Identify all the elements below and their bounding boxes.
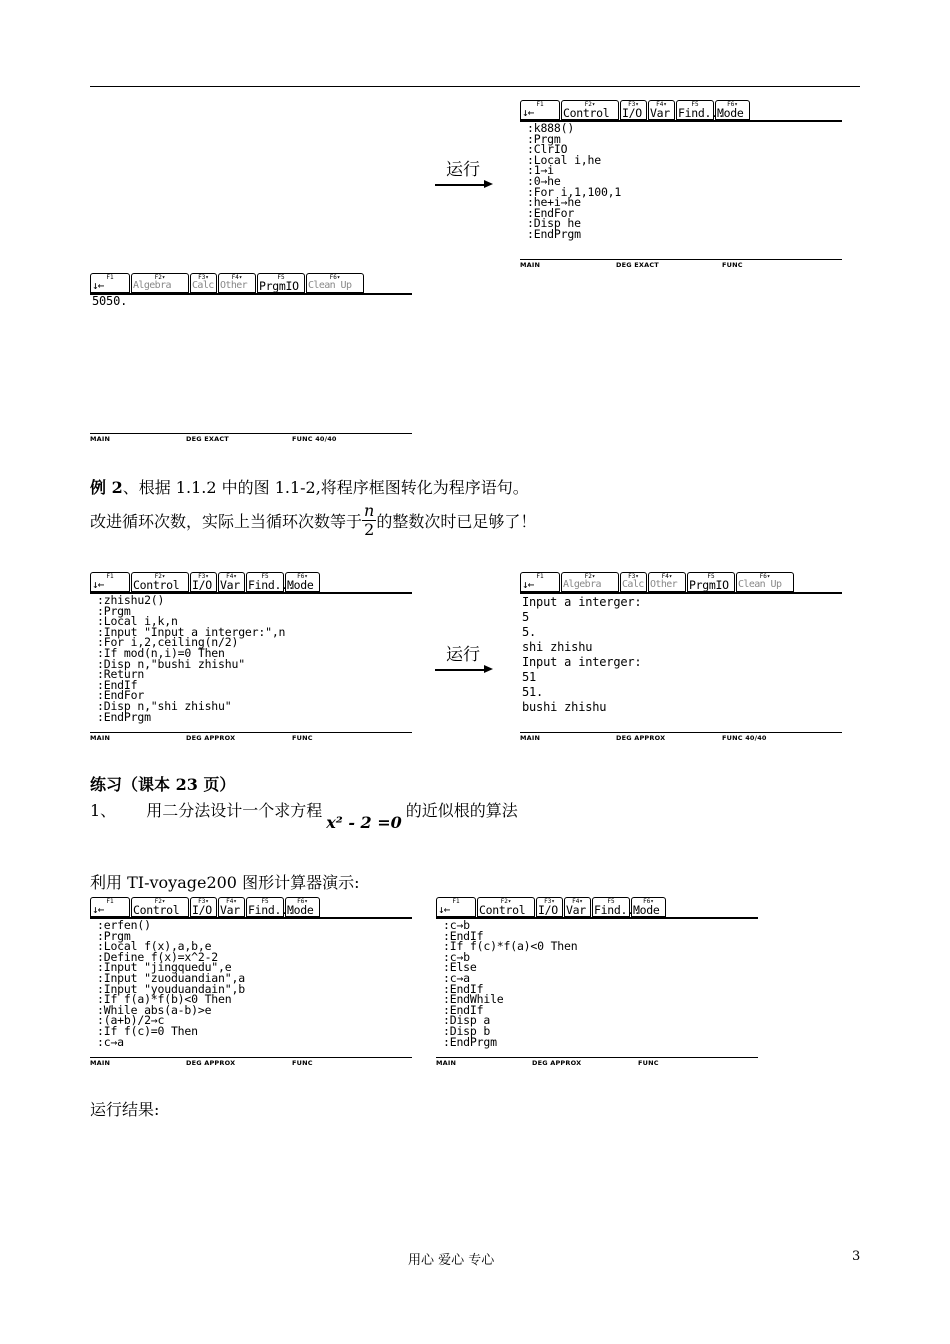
program-listing: :erfen() :Prgm :Local f(x),a,b,e :Define f(x)=x^2-2 :Input "jingquedu",e :Input "zuoduandian",a :Input "youduandain",b :If f(a)*f(b)<0 Then :While abs(a-b)>e :(a+b)/2→c :If f(c)=0 Then :c→a <box>97 918 245 1049</box>
toolbar-tab-5[interactable] <box>246 572 295 592</box>
fraction-denominator: 2 <box>364 520 375 539</box>
run-label-1: 运行 <box>446 160 480 180</box>
function-key-label: F2▾ <box>584 573 596 580</box>
status-folder: MAIN <box>90 1059 111 1067</box>
function-key-label: F1 <box>452 898 460 905</box>
example-2-text: 、根据 1.1.2 中的图 1.1-2,将程序框图转化为程序语句。 <box>122 478 529 497</box>
equation: x² - 2 =0 <box>326 813 402 832</box>
status-graph-mode: FUNC <box>638 1059 659 1067</box>
calc-screen-k888 <box>520 98 843 274</box>
toolbar <box>520 98 751 120</box>
toolbar-tab-4[interactable] <box>648 100 675 120</box>
status-graph-mode: FUNC <box>722 261 743 269</box>
calc-screen-erfen-part2 <box>436 895 758 1071</box>
tab-label: Algebra <box>563 579 601 590</box>
function-key-label: F5 <box>277 274 285 281</box>
function-key-label: F6▾ <box>329 274 341 281</box>
example-2-line <box>90 475 529 498</box>
toolbar-tab-3[interactable] <box>190 572 217 592</box>
tab-label: ↓← <box>438 903 450 916</box>
tab-label: Find... <box>248 903 295 917</box>
exercise-title: 练习（课本 23 页） <box>90 775 236 794</box>
toolbar <box>436 895 667 917</box>
function-key-label: F5 <box>261 898 269 905</box>
function-key-label: F3▾ <box>544 898 555 905</box>
toolbar-tab-2[interactable] <box>131 273 189 293</box>
toolbar-tab-1[interactable] <box>520 100 560 120</box>
run-arrow-1 <box>435 184 485 186</box>
toolbar-tab-4[interactable] <box>218 897 245 917</box>
toolbar-tab-5[interactable] <box>687 572 735 592</box>
improve-after: 的整数次时已足够了！ <box>376 512 537 531</box>
output-text: 5050. <box>92 294 128 308</box>
header-rule <box>90 86 860 87</box>
function-key-label: F1 <box>106 274 114 281</box>
toolbar-underline <box>520 592 842 594</box>
toolbar <box>90 271 365 293</box>
function-key-label: F6▾ <box>759 573 771 580</box>
tab-label: I/O <box>192 578 212 592</box>
toolbar-tab-3[interactable] <box>620 572 647 592</box>
function-key-label: F1 <box>106 573 114 580</box>
tab-label: Mode <box>717 106 744 120</box>
toolbar-tab-6[interactable] <box>285 897 320 917</box>
status-bar-line <box>520 732 842 733</box>
function-key-label: F1 <box>106 898 114 905</box>
tab-label: Other <box>650 579 678 590</box>
toolbar-tab-2[interactable] <box>561 100 619 120</box>
run-arrow-head-2 <box>484 665 493 673</box>
function-key-label: F4▾ <box>661 573 673 580</box>
tab-label: I/O <box>622 106 642 120</box>
run-arrow-head-1 <box>484 180 493 188</box>
tab-label: Algebra <box>133 280 171 291</box>
toolbar <box>520 570 795 592</box>
function-key-label: F2▾ <box>154 274 166 281</box>
status-graph-mode: FUNC <box>292 734 313 742</box>
function-key-label: F5 <box>691 101 699 108</box>
toolbar-tab-6[interactable] <box>631 897 666 917</box>
question-1 <box>90 798 518 832</box>
tab-label: Find... <box>248 578 295 592</box>
function-key-label: F2▾ <box>154 573 166 580</box>
tab-label: Calc <box>192 280 214 291</box>
status-mode: DEG APPROX <box>186 734 236 742</box>
toolbar-tab-5[interactable] <box>257 273 305 293</box>
tab-label: ↓← <box>522 578 534 591</box>
toolbar <box>90 895 321 917</box>
program-listing: :k888() :Prgm :ClrIO :Local i,he :1→i :0→he :For i,1,100,1 :he+i→he :EndFor :Disp he :EndPrgm <box>527 121 622 241</box>
toolbar-tab-1[interactable] <box>436 897 476 917</box>
function-key-label: F6▾ <box>297 898 308 905</box>
function-key-label: F3▾ <box>628 573 639 580</box>
run-arrow-2 <box>435 669 485 671</box>
toolbar-underline <box>436 917 758 919</box>
run-label-2: 运行 <box>446 645 480 665</box>
tab-label: Clean Up <box>308 280 352 291</box>
toolbar-tab-4[interactable] <box>648 572 686 592</box>
page-number: 3 <box>852 1249 861 1264</box>
toolbar-tab-6[interactable] <box>285 572 320 592</box>
toolbar-tab-3[interactable] <box>536 897 563 917</box>
toolbar-tab-3[interactable] <box>620 100 647 120</box>
tab-label: ↓← <box>92 279 104 292</box>
function-key-label: F1 <box>536 573 544 580</box>
toolbar-tab-2[interactable] <box>131 572 189 592</box>
tab-label: Control <box>563 106 610 120</box>
function-key-label: F4▾ <box>226 573 237 580</box>
toolbar-tab-6[interactable] <box>736 572 794 592</box>
status-mode: DEG EXACT <box>186 435 229 443</box>
toolbar-tab-2[interactable] <box>477 897 535 917</box>
improve-before: 改进循环次数，实际上当循环次数等于 <box>90 512 363 531</box>
status-folder: MAIN <box>90 734 111 742</box>
tab-label: Control <box>133 903 180 917</box>
function-key-label: F6▾ <box>643 898 654 905</box>
tab-label: Mode <box>287 903 314 917</box>
status-mode: DEG APPROX <box>616 734 666 742</box>
function-key-label: F6▾ <box>727 101 738 108</box>
tab-label: ↓← <box>92 903 104 916</box>
question-1-text: 用二分法设计一个求方程 <box>146 801 323 820</box>
calc-screen-output-5050 <box>90 271 412 447</box>
toolbar-tab-4[interactable] <box>218 273 256 293</box>
toolbar-tab-1[interactable] <box>90 897 130 917</box>
question-1-number: 1、 <box>90 801 117 820</box>
toolbar-tab-1[interactable] <box>520 572 560 592</box>
function-key-label: F3▾ <box>198 274 209 281</box>
status-graph-mode: FUNC 40/40 <box>292 435 337 443</box>
fraction-n-over-2 <box>362 502 376 539</box>
function-key-label: F4▾ <box>231 274 243 281</box>
tab-label: ↓← <box>92 578 104 591</box>
function-key-label: F4▾ <box>572 898 583 905</box>
fraction-numerator: n <box>364 501 375 520</box>
tab-label: Clean Up <box>738 579 782 590</box>
calc-screen-output-zhishu <box>520 570 843 746</box>
status-bar-line <box>90 732 412 733</box>
tab-label: Find... <box>678 106 725 120</box>
footer-motto: 用心 爱心 专心 <box>408 1253 495 1268</box>
tab-label: Calc <box>622 579 644 590</box>
program-listing: :zhishu2() :Prgm :Local i,k,n :Input "Input a interger:",n :For i,2,ceiling(n/2) :If mod(n,i)=0 Then :Disp n,"bushi zhishu" :Return :EndIf :EndFor :Disp n,"shi zhishu" :EndPrgm <box>97 593 286 724</box>
tab-label: Mode <box>633 903 660 917</box>
toolbar-tab-4[interactable] <box>218 572 245 592</box>
status-folder: MAIN <box>520 734 541 742</box>
improve-line <box>90 502 536 539</box>
tab-label: I/O <box>192 903 212 917</box>
result-label: 运行结果: <box>90 1100 160 1119</box>
function-key-label: F3▾ <box>628 101 639 108</box>
toolbar-tab-1[interactable] <box>90 273 130 293</box>
tab-label: PrgmIO <box>259 279 299 293</box>
status-graph-mode: FUNC 40/40 <box>722 734 767 742</box>
function-key-label: F2▾ <box>584 101 596 108</box>
example-2-label: 例 2 <box>90 478 123 497</box>
function-key-label: F2▾ <box>500 898 512 905</box>
status-bar-line <box>436 1057 758 1058</box>
tab-label: Control <box>479 903 526 917</box>
toolbar-underline <box>90 293 412 295</box>
status-mode: DEG EXACT <box>616 261 659 269</box>
demo-line: 利用 TI-voyage200 图形计算器演示: <box>90 873 360 892</box>
function-key-label: F4▾ <box>226 898 237 905</box>
status-folder: MAIN <box>436 1059 457 1067</box>
status-bar-line <box>520 259 842 260</box>
toolbar-tab-5[interactable] <box>676 100 725 120</box>
function-key-label: F3▾ <box>198 898 209 905</box>
function-key-label: F2▾ <box>154 898 166 905</box>
output-text: Input a interger: 5 5. shi zhishu Input a interger: 51 51. bushi zhishu <box>522 595 642 714</box>
toolbar-tab-5[interactable] <box>592 897 641 917</box>
status-folder: MAIN <box>520 261 541 269</box>
calc-screen-erfen-part1 <box>90 895 412 1071</box>
tab-label: Other <box>220 280 248 291</box>
function-key-label: F5 <box>607 898 615 905</box>
tab-label: Control <box>133 578 180 592</box>
tab-label: ↓← <box>522 106 534 119</box>
toolbar-tab-3[interactable] <box>190 897 217 917</box>
function-key-label: F3▾ <box>198 573 209 580</box>
question-1-after: 的近似根的算法 <box>405 801 518 820</box>
toolbar-tab-3[interactable] <box>190 273 217 293</box>
tab-label: PrgmIO <box>689 578 729 592</box>
function-key-label: F5 <box>261 573 269 580</box>
toolbar-tab-6[interactable] <box>306 273 364 293</box>
status-mode: DEG APPROX <box>532 1059 582 1067</box>
status-folder: MAIN <box>90 435 111 443</box>
tab-label: Var <box>566 903 586 917</box>
calc-screen-zhishu2 <box>90 570 412 746</box>
program-listing: :c→b :EndIf :If f(c)*f(a)<0 Then :c→b :Else :c→a :EndIf :EndWhile :EndIf :Disp a :Disp b :EndPrgm <box>443 918 578 1049</box>
toolbar <box>90 570 321 592</box>
toolbar-tab-1[interactable] <box>90 572 130 592</box>
tab-label: I/O <box>538 903 558 917</box>
toolbar-tab-6[interactable] <box>715 100 750 120</box>
toolbar-tab-4[interactable] <box>564 897 591 917</box>
function-key-label: F4▾ <box>656 101 667 108</box>
status-mode: DEG APPROX <box>186 1059 236 1067</box>
toolbar-tab-2[interactable] <box>131 897 189 917</box>
tab-label: Mode <box>287 578 314 592</box>
function-key-label: F6▾ <box>297 573 308 580</box>
tab-label: Find... <box>594 903 641 917</box>
function-key-label: F5 <box>707 573 715 580</box>
status-graph-mode: FUNC <box>292 1059 313 1067</box>
tab-label: Var <box>220 903 240 917</box>
status-bar-line <box>90 1057 412 1058</box>
tab-label: Var <box>220 578 240 592</box>
function-key-label: F1 <box>536 101 544 108</box>
status-bar-line <box>90 433 412 434</box>
tab-label: Var <box>650 106 670 120</box>
toolbar-tab-2[interactable] <box>561 572 619 592</box>
toolbar-tab-5[interactable] <box>246 897 295 917</box>
